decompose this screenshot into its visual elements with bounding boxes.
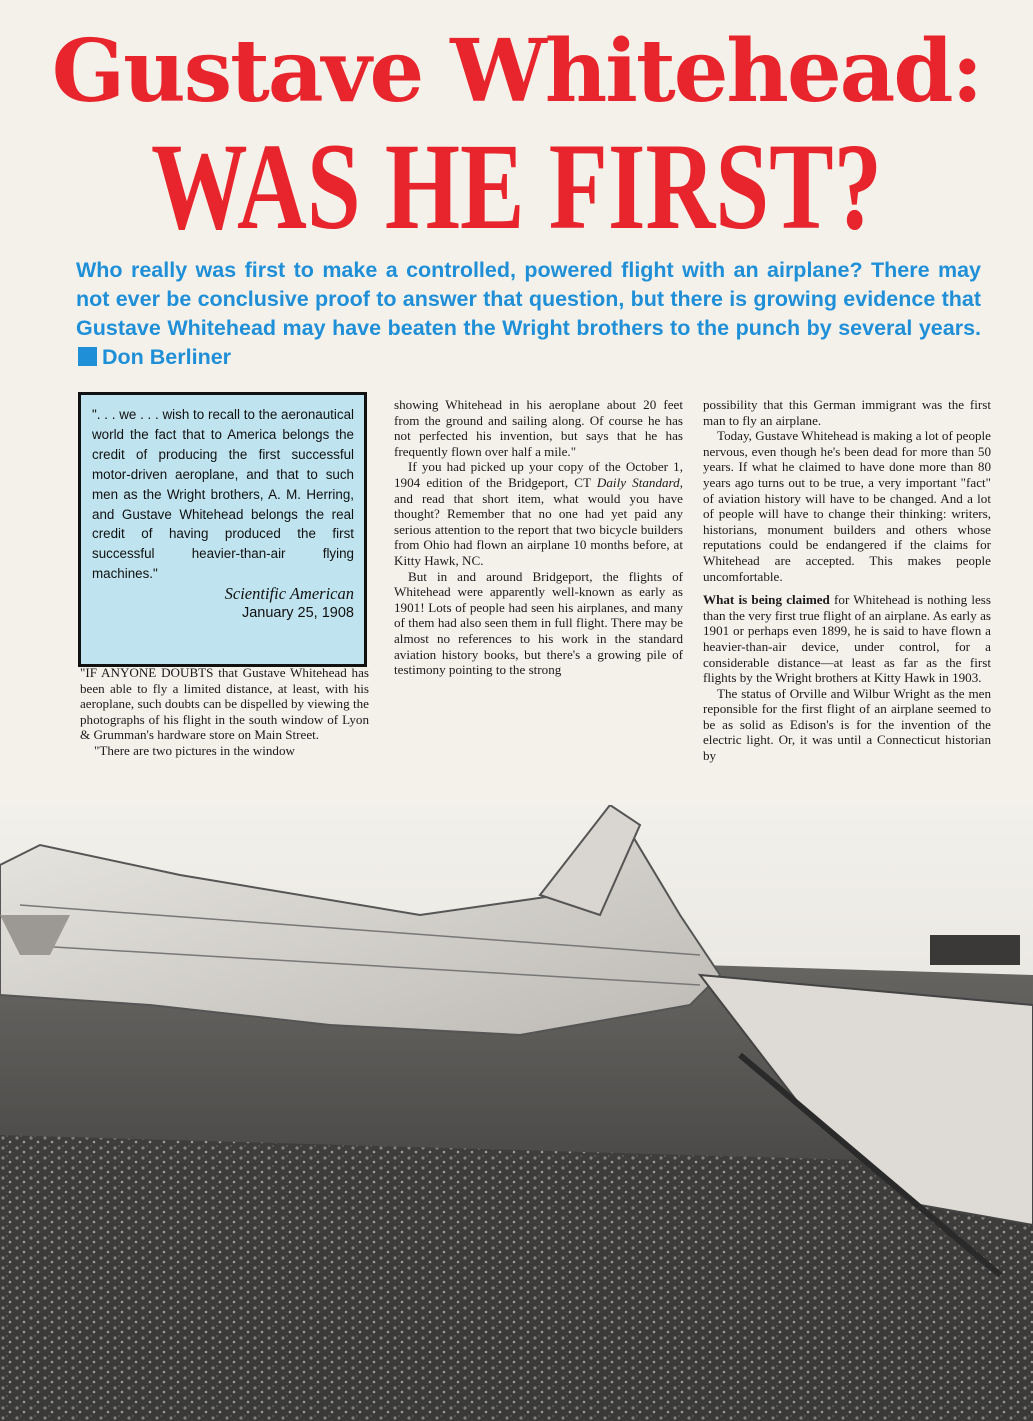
pull-quote-source: Scientific American (224, 584, 354, 604)
grass-foreground (0, 1135, 1033, 1421)
body-column-1 (80, 665, 369, 759)
body-column-3 (703, 397, 991, 764)
pull-quote-box (78, 392, 367, 667)
airplane-photo (0, 805, 1033, 1421)
deck-text: Who really was first to make a controlled, powered flight with an airplane? There may not ever be conclusive proof to answer that question, but there is growing evidence that Gustave Whitehead may have beaten the Wright brothers to the punch by several years. (76, 258, 981, 340)
run-in-lead: What is being claimed (703, 592, 830, 608)
paragraph: What is being claimed for Whitehead is nothing less than the very first true flight of an airplane. As early as 1901 or perhaps even 1899, he is said to have flown a heavier-than-air device, under control, for a considerable distance—at least as far as the first flights by the Wright brothers at Kitty Hawk in 1903. (703, 592, 991, 686)
building (930, 935, 1020, 965)
headline-question: WAS HE FIRST? (151, 118, 882, 255)
body-column-2 (394, 397, 683, 678)
paragraph: If you had picked up your copy of the October 1, 1904 edition of the Bridgeport, CT Daily Standard, and read that short item, what would you have thought? Remember that no one had yet paid any serious attention to the report that two bicycle builders from Ohio had flown an airplane 10 months before, at Kitty Hawk, NC. (394, 459, 683, 568)
pull-quote-date: January 25, 1908 (241, 605, 354, 622)
paragraph: showing Whitehead in his aeroplane about 20 feet from the ground and sailing along. Of course he has not perfected his invention, but says that he has frequently flown over half a mile." (394, 397, 683, 459)
paragraph: Today, Gustave Whitehead is making a lot of people nervous, even though he's been dead for more than 50 years. If what he claimed to have done more than 80 years ago turns out to be true, a very important "fact" of aviation history will have to be changed. And a lot of people will have to change their thinking: writers, historians, monument builders and others whose reputations could be endangered if the claims for Whitehead are accepted. This makes people uncomfortable. (703, 428, 991, 584)
headline-name: Gustave Whitehead: (51, 21, 982, 122)
paragraph: The status of Orville and Wilbur Wright as the men reponsible for the first flight of an airplane seemed to be as solid as Edison's is for the invention of the electric light. Or, it was until a Connecticut historian by (703, 685, 991, 764)
pull-quote-text: ". . . we . . . wish to recall to the aeronautical world the fact that to America belongs the credit of producing the first successful motor-driven aeroplane, and that to such men as the Wright brothers, A. M. Herring, and Gustave Whitehead belongs the real credit of having produced the first successful heavier-than-air flying machines." (92, 407, 354, 582)
byline: Don Berliner (102, 345, 232, 369)
paragraph: "There are two pictures in the window (94, 742, 295, 758)
paragraph: possibility that this German immigrant was the first man to fly an airplane. (703, 397, 991, 428)
paragraph: "IF ANYONE DOUBTS that Gustave Whitehead has been able to fly a limited distance, at least, with his aeroplane, such doubts can be dispelled by viewing the photographs of his flight in the south window of Lyon & Grumman's hardware store on Main Street. (80, 665, 369, 743)
newspaper-name: Daily Standard (596, 474, 680, 490)
deck (76, 256, 981, 372)
square-bullet-icon (78, 347, 97, 366)
paragraph: But in and around Bridgeport, the flights of Whitehead were apparently well-known as early as 1901! Lots of people had seen his airplanes, and many of them had also seen them in full flight. There may be almost no references to his work in the standard aviation history books, but there's a growing pile of testimony pointing to the strong (394, 568, 683, 678)
